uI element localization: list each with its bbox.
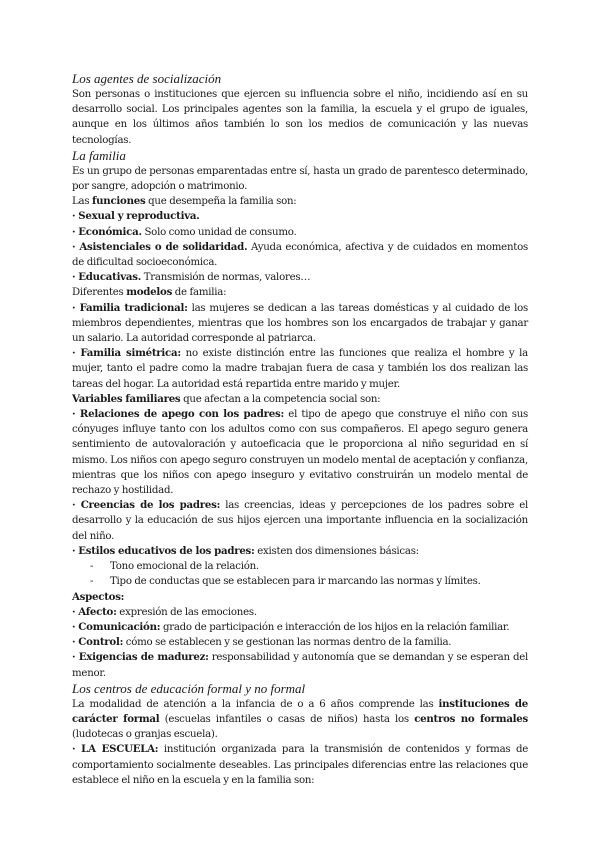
variable-apego: · Relaciones de apego con los padres: el tipo de apego que construye el niño con sus cónyuges influye tanto con los adultos como con sus compañeros. El apego seguro genera sentimiento de autovaloración y autoeficacia que le proporciona al niño seguridad en sí mismo. Los niños con apego seguro construyen un modelo mental de aceptación y confianza, mientras que los niños con apego inseguro y evitativo construirán un modelo mental de rechazo y hostilidad. [72,408,528,497]
dash-item-tono: - Tono emocional de la relación. [90,561,259,573]
para-centros: La modalidad de atención a la infancia de o a 6 años comprende las instituciones de carácter formal (escuelas infantiles o casas de niños) hasta los centros no formales (ludotecas o granjas escuela). [72,697,529,741]
aspecto-madurez: · Exigencias de madurez: responsabilidad y autonomía que se demandan y se esperan del menor. [72,651,529,679]
funcion-sexual: · Sexual y reproductiva. [72,210,200,223]
document-page [72,71,528,788]
aspecto-control: · Control: cómo se establecen y se gestionan las normas dentro de la familia. [72,636,452,649]
aspecto-afecto: · Afecto: expresión de las emociones. [72,605,257,618]
variable-creencias: · Creencias de los padres: las creencias, ideas y percepciones de los padres sobre el desarrollo y la educación de sus hijos ejercen una importante influencia en la socialización del niño. [72,499,528,542]
para-agentes: Son personas o instituciones que ejercen su influencia sobre el niño, incidiendo así en su desarrollo social. Los principales agentes son la familia, la escuela y el grupo de iguales, aunque en los últimos años también lo son los medios de comunicación y las nuevas tecnologías. [72,89,528,146]
para-familia-definicion: Es un grupo de personas emparentadas entre sí, hasta un grado de parentesco determinado, por sangre, adopción o matrimonio. [72,165,528,193]
heading-centros: Los centros de educación formal y no formal [72,680,306,696]
dash-item-conductas: - Tipo de conductas que se establecen para ir marcando las normas y límites. [90,576,481,588]
heading-agentes: Los agentes de socialización [72,71,222,86]
modelos-intro: Diferentes modelos de familia: [72,286,227,299]
para-escuela: · LA ESCUELA: institución organizada para la transmisión de contenidos y formas de comportamiento socialmente deseables. Las principales diferencias entre las relaciones que establece el niño en la escuela y en la familia son: [72,743,528,786]
aspectos-label: Aspectos: [72,590,125,603]
funciones-intro: Las funciones que desempeña la familia son: [72,195,297,208]
modelo-tradicional: · Familia tradicional: las mujeres se dedican a las tareas domésticas y al cuidado de los miembros dependientes, mientras que los hombres son los encargados de trabajar y ganar un salario. La autoridad corresponde al patriarca. [72,301,528,345]
funcion-asistencial: · Asistenciales o de solidaridad. Ayuda económica, afectiva y de cuidados en momentos de dificultad socioeconómica. [72,240,528,269]
heading-familia: La familia [72,147,126,163]
variable-estilos: · Estilos educativos de los padres: existen dos dimensiones básicas: [72,544,419,557]
variables-intro: Variables familiares que afectan a la competencia social son: [72,392,381,405]
modelo-simetrica: · Familia simétrica: no existe distinción entre las funciones que realiza el hombre y la mujer, tanto el padre como la madre trabajan fuera de casa y también los dos realizan las tareas del hogar. La autoridad está repartida entre marido y mujer. [72,347,529,390]
funcion-economica: · Económica. Solo como unidad de consumo. [72,225,297,238]
funcion-educativa: · Educativas. Transmisión de normas, valores… [72,271,311,284]
aspecto-comunicacion: · Comunicación: grado de participación e interacción de los hijos en la relación familiar. [72,620,510,633]
